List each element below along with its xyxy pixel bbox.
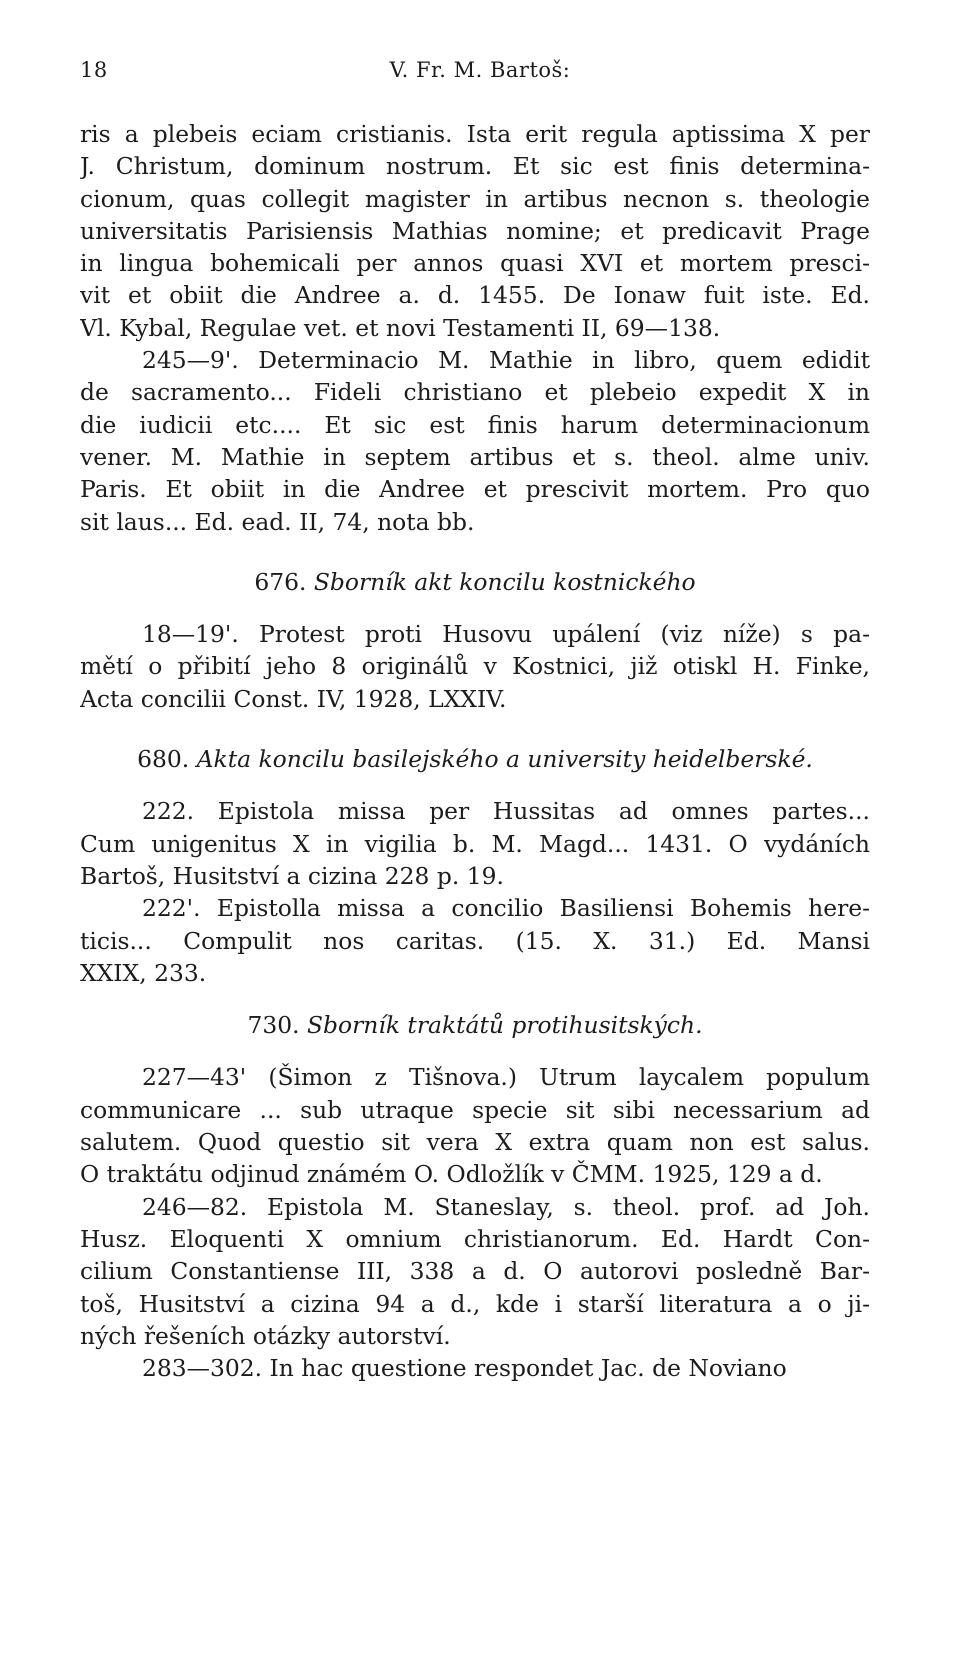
- text-line: Bartoš, Husitství a cizina 228 p. 19.: [80, 861, 504, 890]
- section-number: 676.: [254, 567, 307, 596]
- entry-18: [80, 618, 870, 715]
- text-line: ris a plebeis eciam cristianis. Ista erit regula aptissima X per: [80, 120, 870, 148]
- page-header: [80, 58, 880, 88]
- section-title: Akta koncilu basilejského a university heidelberské.: [196, 745, 813, 774]
- text-line: J. Christum, dominum nostrum. Et sic est finis determina-: [80, 152, 870, 181]
- section-heading-676: [80, 566, 870, 598]
- page-number: 18: [80, 58, 108, 82]
- text-line: Husz. Eloquenti X omnium christianorum. Ed. Hardt Con-: [80, 1224, 870, 1253]
- body-text: [80, 118, 870, 1384]
- entry-222: [80, 795, 870, 892]
- text-line: 283—302. In hac questione respondet Jac. de Noviano: [142, 1354, 787, 1383]
- text-line: die iudicii etc.... Et sic est finis harum determinacionum: [80, 410, 870, 439]
- text-line: 246—82. Epistola M. Staneslay, s. theol. prof. ad Joh.: [142, 1192, 870, 1221]
- section-heading-730: [80, 1009, 870, 1041]
- text-line: vener. M. Mathie in septem artibus et s. theol. alme univ.: [80, 442, 870, 471]
- entry-283: [80, 1352, 870, 1384]
- entry-245: [80, 344, 870, 538]
- text-line: XXIX, 233.: [80, 958, 207, 987]
- entry-246: [80, 1191, 870, 1352]
- text-line: sit laus... Ed. ead. II, 74, nota bb.: [80, 507, 475, 536]
- section-number: 730.: [247, 1011, 300, 1040]
- text-line: mětí o přibití jeho 8 originálů v Kostnici, již otiskl H. Finke,: [80, 652, 870, 681]
- text-line: universitatis Parisiensis Mathias nomine; et predicavit Prage: [80, 216, 870, 245]
- section-title: Sborník akt koncilu kostnického: [313, 567, 696, 596]
- running-head: V. Fr. M. Bartoš:: [389, 58, 571, 82]
- text-line: 222. Epistola missa per Hussitas ad omnes partes...: [142, 797, 870, 826]
- text-line: salutem. Quod questio sit vera X extra quam non est salus.: [80, 1128, 870, 1157]
- text-line: 245—9'. Determinacio M. Mathie in libro, quem edidit: [142, 346, 870, 375]
- text-line: 18—19'. Protest proti Husovu upálení (viz níže) s pa-: [142, 620, 870, 649]
- text-line: 222'. Epistolla missa a concilio Basiliensi Bohemis here-: [142, 894, 870, 923]
- paragraph-continued: [80, 118, 870, 344]
- text-line: Cum unigenitus X in vigilia b. M. Magd... 1431. O vydáních: [80, 829, 870, 858]
- entry-222-prime: [80, 892, 870, 989]
- text-line: Paris. Et obiit in die Andree et prescivit mortem. Pro quo: [80, 475, 870, 504]
- text-line: cionum, quas collegit magister in artibus necnon s. theologie: [80, 184, 870, 213]
- text-line: toš, Husitství a cizina 94 a d., kde i starší literatura a o ji-: [80, 1289, 870, 1318]
- text-line: in lingua bohemicali per annos quasi XVI et mortem presci-: [80, 249, 870, 278]
- section-heading-680: [80, 743, 870, 775]
- text-line: Acta concilii Const. IV, 1928, LXXIV.: [80, 684, 507, 713]
- text-line: 227—43' (Šimon z Tišnova.) Utrum laycalem populum: [142, 1063, 870, 1092]
- text-line: de sacramento... Fideli christiano et plebeio expedit X in: [80, 378, 870, 407]
- section-title: Sborník traktátů protihusitských.: [307, 1011, 703, 1040]
- text-line: communicare ... sub utraque specie sit sibi necessarium ad: [80, 1095, 870, 1124]
- text-line: Vl. Kybal, Regulae vet. et novi Testamenti II, 69—138.: [80, 313, 721, 342]
- text-line: O traktátu odjinud známém O. Odložlík v ČMM. 1925, 129 a d.: [80, 1160, 823, 1189]
- section-number: 680.: [137, 745, 190, 774]
- text-line: cilium Constantiense III, 338 a d. O autorovi posledně Bar-: [80, 1257, 870, 1286]
- text-line: ticis... Compulit nos caritas. (15. X. 31.) Ed. Mansi: [80, 926, 870, 955]
- text-line: vit et obiit die Andree a. d. 1455. De Ionaw fuit iste. Ed.: [80, 281, 870, 310]
- text-line: ných řešeních otázky autorství.: [80, 1321, 451, 1350]
- entry-227: [80, 1061, 870, 1190]
